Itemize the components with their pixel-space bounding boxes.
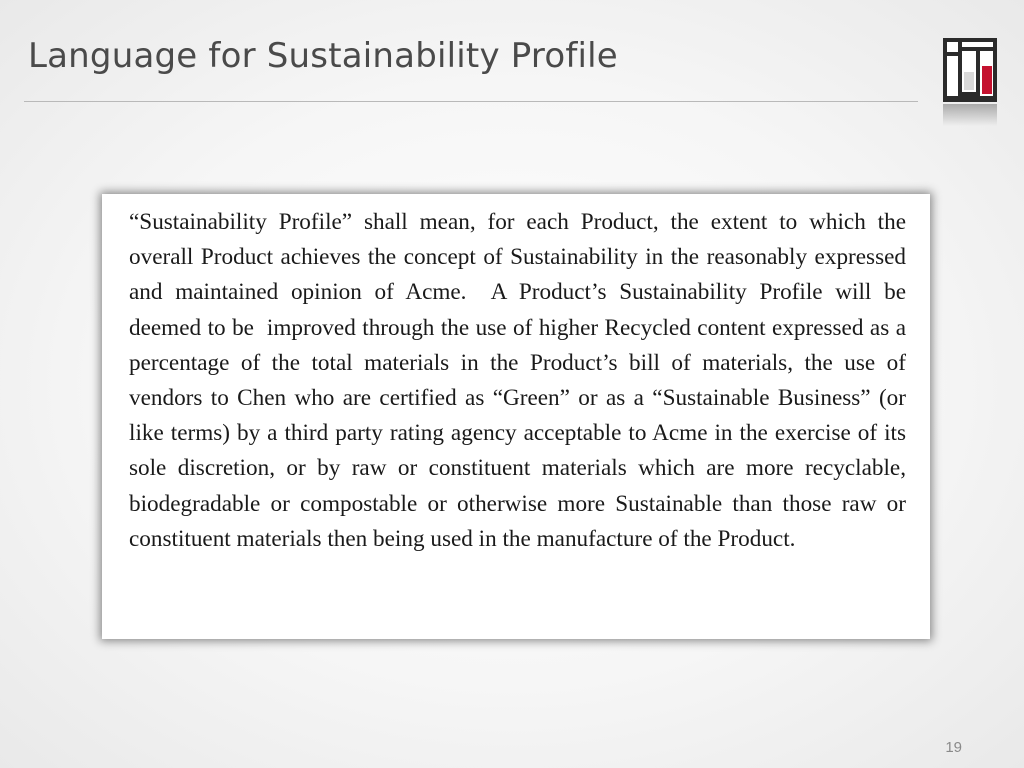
page-number: 19 <box>945 739 962 756</box>
sustainability-profile-definition: “Sustainability Profile” shall mean, for each Product, the extent to which the overall Product achieves the concept of Sustainability in the reasonably expressed and maintained opinion of Acme. A Product’s Sustainability Profile will be deemed to be improved through the use of higher Recycled content expressed as a percentage of the total materials in the Product’s bill of materials, the use of vendors to Chen who are certified as “Green” or as a “Sustainable Business” (or like terms) by a third party rating agency acceptable to Acme in the exercise of its sole discretion, or by raw or constituent materials which are more recyclable, biodegradable or compostable or otherwise more Sustainable than those raw or constituent materials then being used in the manufacture of the Product. <box>129 209 912 552</box>
title-divider <box>24 101 918 102</box>
slide-title: Language for Sustainability Profile <box>28 36 618 76</box>
contract-clause-box <box>102 194 930 639</box>
company-logo-icon <box>941 36 999 128</box>
